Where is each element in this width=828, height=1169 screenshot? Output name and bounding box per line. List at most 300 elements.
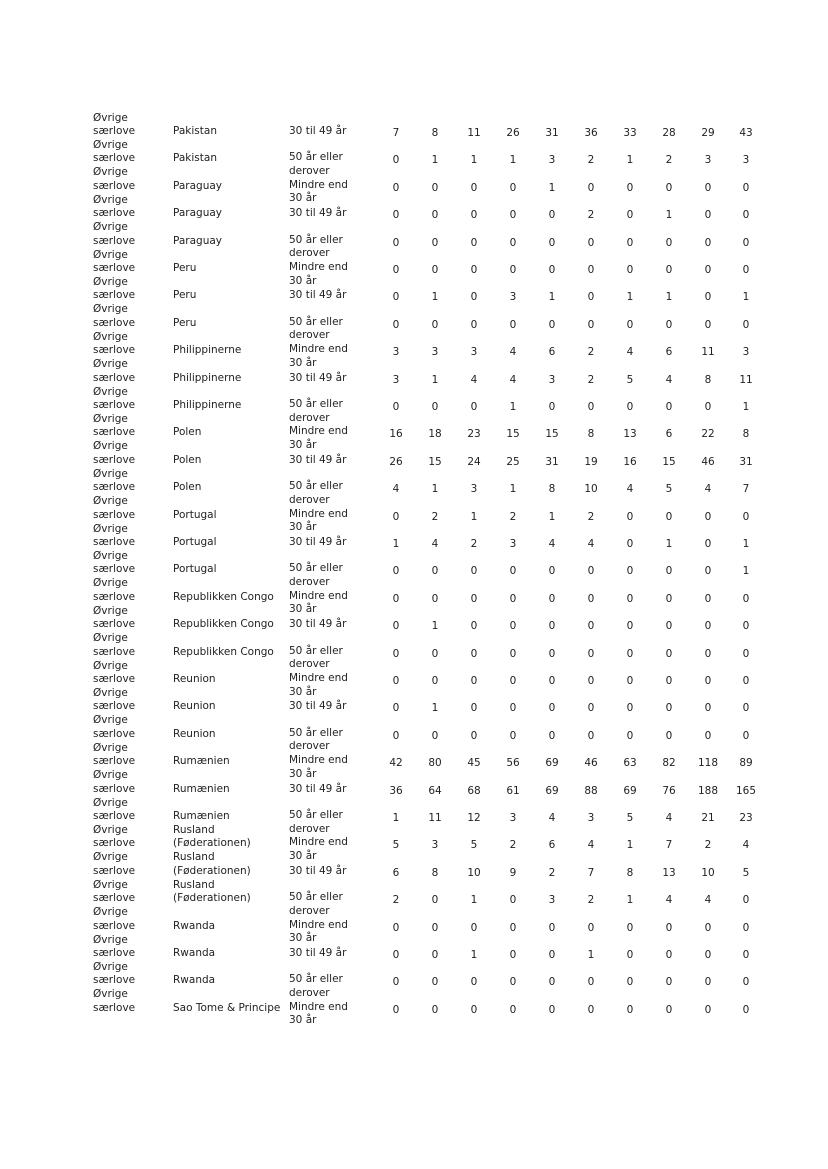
row-category: Øvrige [93, 632, 128, 645]
row-category: Øvrige [93, 577, 128, 590]
value-cell: 23 [467, 428, 481, 441]
row-category: Øvrige [93, 166, 128, 179]
row-category: særlove [93, 700, 136, 713]
row-category: særlove [93, 426, 136, 439]
value-cell: 5 [626, 812, 634, 824]
value-cell: 2 [470, 538, 478, 550]
value-cell: 0 [704, 538, 712, 550]
value-cell: 0 [587, 291, 595, 304]
value-cell: 4 [665, 812, 673, 824]
value-cell: 16 [623, 455, 637, 468]
value-cell: 0 [431, 264, 439, 276]
value-cell: 56 [506, 757, 520, 770]
row-age: Mindre end [289, 754, 348, 767]
value-cell: 2 [665, 154, 673, 167]
value-cell: 0 [548, 620, 556, 633]
value-cell: 0 [392, 976, 400, 989]
value-cell: 1 [431, 154, 439, 167]
value-cell: 0 [431, 675, 439, 687]
row-category: særlove [93, 755, 136, 768]
value-cell: 3 [470, 483, 478, 496]
row-category: Øvrige [93, 412, 128, 425]
row-age: derover [289, 247, 330, 260]
row-age: Mindre end [289, 589, 348, 602]
value-cell: 31 [545, 455, 559, 468]
value-cell: 1 [665, 538, 673, 550]
row-country: Rumænien [173, 782, 230, 795]
row-category: særlove [93, 536, 136, 548]
value-cell: 0 [509, 181, 517, 194]
value-cell: 1 [665, 291, 673, 304]
row-age: 50 år eller [289, 644, 343, 657]
value-cell: 3 [548, 154, 556, 167]
row-category: særlove [93, 344, 136, 357]
value-cell: 0 [626, 647, 634, 660]
value-cell: 0 [431, 1003, 439, 1016]
row-country: Philippinerne [173, 371, 242, 384]
value-cell: 6 [548, 346, 556, 359]
value-cell: 1 [626, 291, 634, 304]
value-cell: 0 [665, 729, 673, 742]
row-age: 30 til 49 år [289, 289, 347, 302]
row-category: Øvrige [93, 440, 128, 453]
row-category: særlove [93, 316, 136, 329]
value-cell: 5 [392, 839, 400, 852]
value-cell: 0 [509, 209, 517, 222]
row-age: derover [289, 822, 330, 835]
value-cell: 0 [587, 592, 595, 605]
row-country: Rusland [173, 878, 215, 891]
value-cell: 0 [587, 675, 595, 687]
value-cell: 1 [470, 894, 478, 907]
value-cell: 0 [548, 592, 556, 605]
value-cell: 0 [470, 702, 478, 715]
value-cell: 64 [428, 784, 442, 797]
value-cell: 1 [548, 181, 556, 194]
value-cell: 0 [742, 729, 750, 742]
value-cell: 0 [392, 921, 400, 934]
value-cell: 4 [509, 346, 517, 359]
value-cell: 36 [389, 784, 403, 797]
value-cell: 4 [431, 538, 439, 550]
row-country: Reunion [173, 700, 216, 713]
row-age: 50 år eller [289, 398, 343, 410]
value-cell: 9 [509, 866, 517, 879]
value-cell: 0 [626, 538, 634, 550]
value-cell: 0 [470, 647, 478, 660]
value-cell: 1 [431, 291, 439, 304]
value-cell: 1 [742, 401, 750, 413]
value-cell: 2 [431, 510, 439, 523]
row-country: Rusland [173, 851, 215, 864]
value-cell: 11 [739, 373, 753, 386]
value-cell: 8 [431, 866, 439, 879]
value-cell: 0 [626, 565, 634, 578]
value-cell: 0 [470, 976, 478, 989]
row-category: særlove [93, 125, 136, 137]
row-category: Øvrige [93, 358, 128, 371]
value-cell: 0 [704, 921, 712, 934]
row-age: 30 til 49 år [289, 453, 347, 466]
value-cell: 1 [392, 538, 400, 550]
value-cell: 8 [626, 866, 634, 879]
value-cell: 10 [701, 866, 715, 879]
row-category: Øvrige [93, 988, 128, 1001]
value-cell: 18 [428, 428, 442, 441]
row-country: Portugal [173, 563, 217, 576]
value-cell: 15 [506, 428, 520, 441]
row-age: 30 år [289, 849, 317, 862]
value-cell: 0 [665, 702, 673, 715]
value-cell: 0 [626, 702, 634, 715]
row-age: 30 til 49 år [289, 700, 347, 713]
value-cell: 13 [623, 428, 637, 441]
row-age: 50 år eller [289, 480, 343, 493]
value-cell: 16 [389, 428, 403, 441]
row-age: 30 til 49 år [289, 864, 347, 877]
row-country: Portugal [173, 508, 217, 521]
row-age: 30 til 49 år [289, 371, 347, 384]
value-cell: 0 [587, 236, 595, 249]
value-cell: 0 [470, 318, 478, 331]
row-country: Philippinerne [173, 344, 242, 357]
row-country: Portugal [173, 536, 217, 548]
row-category: Øvrige [93, 193, 128, 206]
row-category: Øvrige [93, 248, 128, 261]
row-category: særlove [93, 919, 136, 932]
row-country: Rusland [173, 823, 215, 836]
value-cell: 76 [662, 784, 676, 797]
value-cell: 0 [587, 620, 595, 633]
value-cell: 0 [742, 236, 750, 249]
row-age: 30 til 49 år [289, 782, 347, 795]
row-country: Paraguay [173, 207, 223, 220]
row-age: 30 år [289, 438, 317, 451]
value-cell: 0 [470, 1003, 478, 1016]
value-cell: 0 [509, 702, 517, 715]
value-cell: 0 [431, 592, 439, 605]
row-age: 50 år eller [289, 151, 343, 164]
row-age: 30 år [289, 274, 317, 287]
row-age: derover [289, 575, 330, 588]
value-cell: 15 [545, 428, 559, 441]
value-cell: 0 [470, 264, 478, 276]
row-category: Øvrige [93, 769, 128, 782]
row-category: særlove [93, 481, 136, 494]
row-country: Rwanda [173, 919, 216, 932]
row-category: Øvrige [93, 960, 128, 973]
value-cell: 0 [548, 675, 556, 687]
row-category: særlove [93, 399, 136, 411]
value-cell: 88 [584, 784, 598, 797]
row-category: særlove [93, 563, 136, 576]
value-cell: 1 [509, 483, 517, 496]
row-country: Sao Tome & Principe [173, 1001, 281, 1014]
row-age: derover [289, 658, 330, 671]
value-cell: 3 [431, 839, 439, 852]
value-cell: 2 [548, 866, 556, 879]
value-cell: 0 [470, 620, 478, 633]
value-cell: 0 [665, 949, 673, 961]
value-cell: 1 [470, 154, 478, 167]
row-category: særlove [93, 645, 136, 658]
row-age: 30 år [289, 932, 317, 945]
value-cell: 10 [467, 866, 481, 879]
value-cell: 0 [509, 264, 517, 276]
row-category: Øvrige [93, 221, 128, 234]
row-country: Rumænien [173, 810, 230, 822]
value-cell: 0 [704, 291, 712, 304]
value-cell: 0 [704, 592, 712, 605]
value-cell: 0 [392, 949, 400, 961]
value-cell: 13 [662, 866, 676, 879]
row-category: Øvrige [93, 659, 128, 672]
value-cell: 0 [626, 675, 634, 687]
row-age: Mindre end [289, 672, 348, 684]
value-cell: 0 [665, 236, 673, 249]
value-cell: 0 [392, 702, 400, 715]
value-cell: 0 [392, 565, 400, 578]
value-cell: 1 [431, 702, 439, 715]
value-cell: 2 [587, 346, 595, 359]
value-cell: 0 [392, 510, 400, 523]
row-age: 50 år eller [289, 233, 343, 246]
row-category: Øvrige [93, 823, 128, 836]
value-cell: 4 [626, 346, 634, 359]
value-cell: 4 [587, 538, 595, 550]
value-cell: 165 [735, 784, 757, 797]
value-cell: 0 [470, 921, 478, 934]
row-category: Øvrige [93, 604, 128, 617]
value-cell: 1 [431, 620, 439, 633]
value-cell: 0 [742, 592, 750, 605]
value-cell: 0 [626, 921, 634, 934]
row-category: særlove [93, 207, 136, 220]
value-cell: 0 [392, 264, 400, 276]
row-age: 30 år [289, 192, 317, 205]
row-age: derover [289, 329, 330, 342]
value-cell: 1 [587, 949, 595, 961]
value-cell: 0 [509, 894, 517, 907]
value-cell: 0 [392, 209, 400, 222]
value-cell: 69 [623, 784, 637, 797]
row-country: Pakistan [173, 125, 217, 137]
value-cell: 3 [742, 154, 750, 167]
row-category: særlove [93, 453, 136, 466]
value-cell: 0 [548, 647, 556, 660]
value-cell: 0 [509, 592, 517, 605]
row-category: Øvrige [93, 330, 128, 343]
row-age: derover [289, 493, 330, 506]
value-cell: 0 [665, 647, 673, 660]
row-category: Øvrige [93, 906, 128, 919]
value-cell: 2 [587, 209, 595, 222]
value-cell: 0 [392, 236, 400, 249]
row-category: Øvrige [93, 686, 128, 699]
row-age: 50 år eller [289, 726, 343, 739]
row-category: særlove [93, 618, 136, 631]
value-cell: 0 [509, 236, 517, 249]
value-cell: 29 [701, 127, 715, 139]
value-cell: 3 [431, 346, 439, 359]
value-cell: 4 [704, 894, 712, 907]
row-category: Øvrige [93, 549, 128, 562]
row-country: Republikken Congo [173, 618, 274, 631]
row-age: 30 år [289, 1014, 317, 1027]
value-cell: 0 [665, 181, 673, 194]
value-cell: 0 [548, 401, 556, 413]
value-cell: 1 [509, 401, 517, 413]
value-cell: 12 [467, 812, 481, 824]
value-cell: 2 [509, 510, 517, 523]
row-category: særlove [93, 289, 136, 302]
value-cell: 7 [392, 127, 400, 139]
value-cell: 0 [626, 510, 634, 523]
row-category: Øvrige [93, 138, 128, 151]
row-category: særlove [93, 234, 136, 247]
value-cell: 0 [509, 565, 517, 578]
value-cell: 0 [548, 1003, 556, 1016]
row-category: Øvrige [93, 933, 128, 946]
value-cell: 0 [548, 921, 556, 934]
value-cell: 0 [392, 592, 400, 605]
value-cell: 0 [704, 976, 712, 989]
value-cell: 1 [509, 154, 517, 167]
value-cell: 69 [545, 784, 559, 797]
row-country: Reunion [173, 673, 216, 685]
value-cell: 0 [509, 620, 517, 633]
value-cell: 0 [470, 209, 478, 222]
value-cell: 0 [587, 401, 595, 413]
value-cell: 3 [509, 291, 517, 304]
value-cell: 0 [431, 209, 439, 222]
value-cell: 0 [665, 318, 673, 331]
value-cell: 0 [431, 894, 439, 907]
value-cell: 0 [742, 209, 750, 222]
value-cell: 0 [704, 647, 712, 660]
row-age: Mindre end [289, 836, 348, 849]
value-cell: 7 [587, 866, 595, 879]
value-cell: 0 [704, 510, 712, 523]
value-cell: 3 [470, 346, 478, 359]
value-cell: 2 [509, 839, 517, 852]
value-cell: 0 [742, 894, 750, 907]
value-cell: 5 [665, 483, 673, 496]
value-cell: 2 [392, 894, 400, 907]
value-cell: 8 [431, 127, 439, 139]
value-cell: 46 [584, 757, 598, 770]
value-cell: 0 [392, 620, 400, 633]
value-cell: 43 [739, 127, 753, 139]
row-age: 50 år eller [289, 973, 343, 986]
value-cell: 0 [704, 1003, 712, 1016]
value-cell: 5 [470, 839, 478, 852]
value-cell: 0 [548, 565, 556, 578]
value-cell: 0 [704, 318, 712, 331]
row-category: særlove [93, 262, 136, 274]
row-age: derover [289, 164, 330, 177]
row-category: Øvrige [93, 851, 128, 864]
value-cell: 0 [509, 921, 517, 934]
value-cell: 0 [704, 729, 712, 742]
value-cell: 1 [548, 510, 556, 523]
value-cell: 21 [701, 812, 715, 824]
value-cell: 0 [392, 401, 400, 413]
value-cell: 0 [392, 181, 400, 194]
value-cell: 0 [587, 647, 595, 660]
value-cell: 6 [665, 346, 673, 359]
value-cell: 0 [431, 401, 439, 413]
value-cell: 2 [704, 839, 712, 852]
value-cell: 69 [545, 757, 559, 770]
value-cell: 0 [665, 510, 673, 523]
value-cell: 1 [431, 373, 439, 386]
value-cell: 10 [584, 483, 598, 496]
value-cell: 63 [623, 757, 637, 770]
value-cell: 0 [665, 620, 673, 633]
row-age: 30 år [289, 603, 317, 616]
value-cell: 0 [665, 592, 673, 605]
value-cell: 22 [701, 428, 715, 441]
row-age: derover [289, 740, 330, 753]
value-cell: 26 [506, 127, 520, 139]
row-category: særlove [93, 864, 136, 877]
value-cell: 4 [509, 373, 517, 386]
value-cell: 0 [392, 291, 400, 304]
value-cell: 3 [392, 346, 400, 359]
value-cell: 0 [626, 236, 634, 249]
value-cell: 8 [587, 428, 595, 441]
value-cell: 0 [665, 921, 673, 934]
value-cell: 0 [431, 729, 439, 742]
value-cell: 0 [509, 976, 517, 989]
row-age: 30 til 49 år [289, 618, 347, 631]
value-cell: 89 [739, 757, 753, 770]
value-cell: 0 [742, 702, 750, 715]
value-cell: 0 [509, 647, 517, 660]
row-country: (Føderationen) [173, 837, 251, 850]
row-country: (Føderationen) [173, 864, 251, 877]
value-cell: 42 [389, 757, 403, 770]
value-cell: 0 [392, 318, 400, 331]
value-cell: 0 [548, 949, 556, 961]
value-cell: 23 [739, 812, 753, 824]
value-cell: 0 [704, 264, 712, 276]
row-category: Øvrige [93, 796, 128, 809]
value-cell: 7 [742, 483, 750, 496]
value-cell: 1 [470, 949, 478, 961]
value-cell: 0 [626, 592, 634, 605]
value-cell: 0 [742, 921, 750, 934]
value-cell: 2 [587, 510, 595, 523]
value-cell: 4 [392, 483, 400, 496]
value-cell: 3 [509, 538, 517, 550]
value-cell: 11 [467, 127, 481, 139]
value-cell: 0 [587, 565, 595, 578]
row-age: 30 til 49 år [289, 125, 347, 137]
value-cell: 0 [665, 1003, 673, 1016]
value-cell: 4 [470, 373, 478, 386]
row-country: Republikken Congo [173, 590, 274, 603]
value-cell: 0 [548, 729, 556, 742]
value-cell: 4 [665, 373, 673, 386]
row-country: Polen [173, 453, 202, 466]
value-cell: 0 [626, 620, 634, 633]
value-cell: 8 [742, 428, 750, 441]
row-category: Øvrige [93, 275, 128, 288]
value-cell: 4 [665, 894, 673, 907]
value-cell: 0 [431, 949, 439, 961]
